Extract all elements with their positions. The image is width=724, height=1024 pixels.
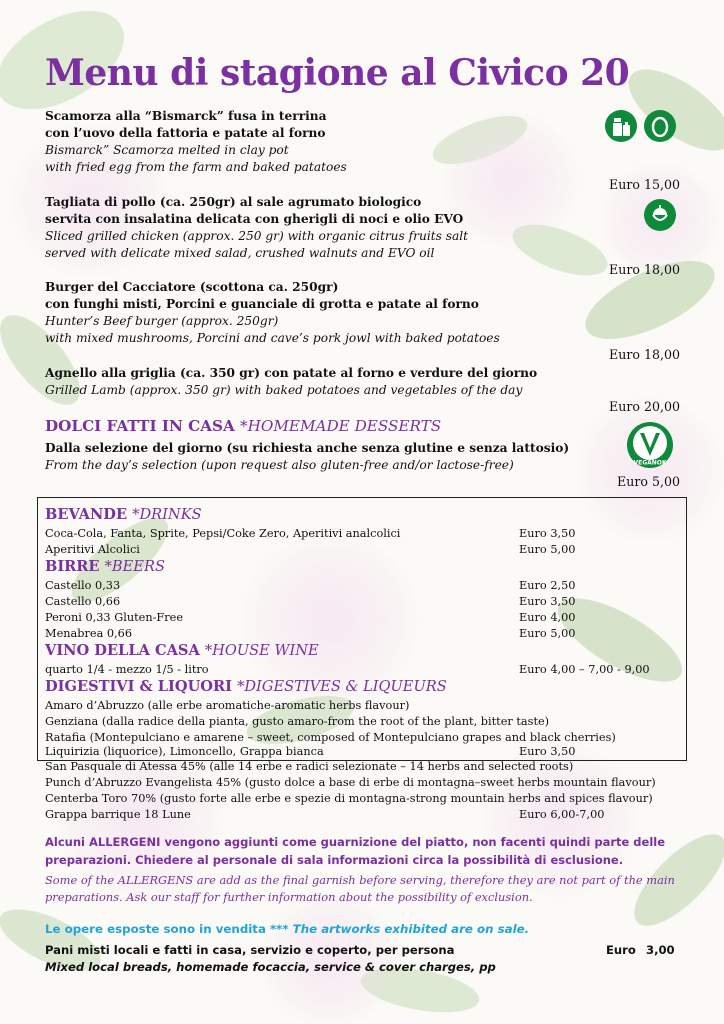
dish-name-en: Sliced grilled chicken (approx. 250 gr) with organic citrus fruits salt (45, 229, 469, 243)
beer-price: Euro 5,00 (519, 627, 576, 640)
beer-name: Peroni 0,33 Gluten-Free (45, 611, 184, 624)
beers-heading-it: BIRRE (45, 558, 105, 575)
dish-name-it: Scamorza alla “Bismarck” fusa in terrina (45, 109, 327, 123)
beer-name: Castello 0,66 (45, 595, 121, 608)
drink-price: Euro 5,00 (519, 543, 576, 556)
dish-name-en: with fried egg from the farm and baked patatoes (45, 160, 347, 174)
digestive-name: Centerba Toro 70% (gusto forte alle erbe e spezie di montagna-strong mountain herbs and spices flavour) (45, 792, 653, 805)
dish-price: Euro 18,00 (609, 262, 680, 277)
cover-charge-currency: Euro (606, 943, 636, 957)
beer-name: Menabrea 0,66 (45, 627, 133, 640)
dish-price: Euro 20,00 (609, 399, 680, 414)
dish-item (45, 279, 605, 347)
dish-name-en: Bismarck” Scamorza melted in clay pot (45, 143, 289, 157)
page-title: Menu di stagione al Civico 20 (45, 52, 630, 94)
digestives-heading-en: *DIGESTIVES & LIQUEURS (237, 678, 447, 695)
dish-name-en: Grilled Lamb (approx. 350 gr) with baked potatoes and vegetables of the day (45, 383, 523, 397)
beers-heading-en: *BEERS (104, 558, 165, 575)
digestives-heading (45, 678, 447, 695)
desserts-heading-en: *HOMEMADE DESSERTS (240, 417, 442, 435)
cover-charge-it: Pani misti locali e fatti in casa, servizio e coperto, per persona (45, 943, 455, 957)
desserts-heading (45, 417, 441, 435)
dish-name-it: Agnello alla griglia (ca. 350 gr) con patate al forno e verdure del giorno (45, 366, 538, 380)
drink-price: Euro 3,50 (519, 527, 576, 540)
egg-icon (643, 109, 677, 143)
dish-price: Euro 18,00 (609, 347, 680, 362)
allergens-note-it: Alcuni ALLERGENI vengono aggiunti come guarnizione del piatto, non facenti quindi parte delle preparazioni. Chiedere al personale di sala informazioni circa la possibilità di esclusione. (45, 835, 666, 867)
artworks-note-it: Le opere esposte sono in vendita *** (45, 922, 293, 936)
drinks-heading (45, 506, 202, 523)
dish-name-it: Burger del Cacciatore (scottona ca. 250gr) (45, 280, 339, 294)
svg-text:VEGANOK: VEGANOK (633, 459, 667, 467)
wine-price: Euro 4,00 – 7,00 - 9,00 (519, 663, 650, 676)
desserts-heading-it: DOLCI FATTI IN CASA (45, 417, 241, 435)
cover-charge-amount: 3,00 (646, 943, 675, 957)
veganok-badge-icon (626, 421, 674, 469)
nut-icon (643, 198, 677, 232)
digestive-name: Genziana (dalla radice della pianta, gusto amaro-from the root of the plant, bitter taste) (45, 715, 550, 728)
cover-charge-en: Mixed local breads, homemade focaccia, service & cover charges, pp (45, 960, 496, 974)
beer-price: Euro 4,00 (519, 611, 576, 624)
digestive-name: San Pasquale di Atessa 45% (alle 14 erbe e radici selezionate – 14 herbs and selected roots) (45, 760, 574, 773)
dish-item (45, 108, 605, 176)
wine-name: quarto 1/4 - mezzo 1/5 - litro (45, 663, 209, 676)
artworks-note (45, 922, 529, 936)
digestive-name: Amaro d’Abruzzo (alle erbe aromatiche-aromatic herbs flavour) (45, 699, 410, 712)
dish-name-it: con funghi misti, Porcini e guanciale di grotta e patate al forno (45, 297, 479, 311)
digestive-name: Liquirizia (liquorice), Limoncello, Grappa bianca (45, 745, 324, 758)
digestives-heading-it: DIGESTIVI & LIQUORI (45, 678, 238, 695)
cover-charge-price (606, 943, 675, 957)
digestive-name: Ratafia (Montepulciano e amarene – sweet, composed of Montepulciano grapes and black cherries) (45, 731, 616, 744)
dish-name-en: Hunter’s Beef burger (approx. 250gr) (45, 314, 279, 328)
house-wine-heading (45, 642, 319, 659)
dish-name-it: servita con insalatina delicata con gherigli di noci e olio EVO (45, 212, 464, 226)
desserts-description (45, 440, 625, 474)
beers-heading (45, 558, 165, 575)
dish-item (45, 365, 625, 399)
dish-price: Euro 15,00 (609, 177, 680, 192)
dish-name-en: with mixed mushrooms, Porcini and cave’s pork jowl with baked potatoes (45, 331, 500, 345)
dish-name-it: Tagliata di pollo (ca. 250gr) al sale agrumato biologico (45, 195, 422, 209)
drinks-heading-en: *DRINKS (132, 506, 202, 523)
digestive-price: Euro 3,50 (519, 745, 576, 758)
beer-price: Euro 3,50 (519, 595, 576, 608)
beer-name: Castello 0,33 (45, 579, 121, 592)
digestive-price: Euro 6,00-7,00 (519, 808, 605, 821)
drink-name: Aperitivi Alcolici (45, 543, 140, 556)
milk-bottle-icon (604, 109, 638, 143)
desserts-price: Euro 5,00 (617, 474, 680, 489)
dish-name-en: served with delicate mixed salad, crushed walnuts and EVO oil (45, 246, 435, 260)
house-wine-heading-en: *HOUSE WINE (204, 642, 319, 659)
digestive-name: Punch d’Abruzzo Evangelista 45% (gusto dolce a base di erbe di montagna–sweet herbs mountain flavour) (45, 776, 656, 789)
artworks-note-en: The artworks exhibited are on sale. (292, 922, 530, 936)
dish-name-it: con l’uovo della fattoria e patate al forno (45, 126, 326, 140)
digestive-name: Grappa barrique 18 Lune (45, 808, 191, 821)
beer-price: Euro 2,50 (519, 579, 576, 592)
drinks-heading-it: BEVANDE (45, 506, 133, 523)
desserts-text-it: Dalla selezione del giorno (su richiesta anche senza glutine e senza lattosio) (45, 441, 570, 455)
dish-item (45, 194, 605, 262)
house-wine-heading-it: VINO DELLA CASA (45, 642, 205, 659)
desserts-text-en: From the day’s selection (upon request also gluten-free and/or lactose-free) (45, 458, 514, 472)
drink-name: Coca-Cola, Fanta, Sprite, Pepsi/Coke Zero, Aperitivi analcolici (45, 527, 401, 540)
allergens-note-en: Some of the ALLERGENS are add as the final garnish before serving, therefore they are not part of the main preparations. Ask our staff for further information about the possibility of exclusion. (45, 873, 675, 904)
